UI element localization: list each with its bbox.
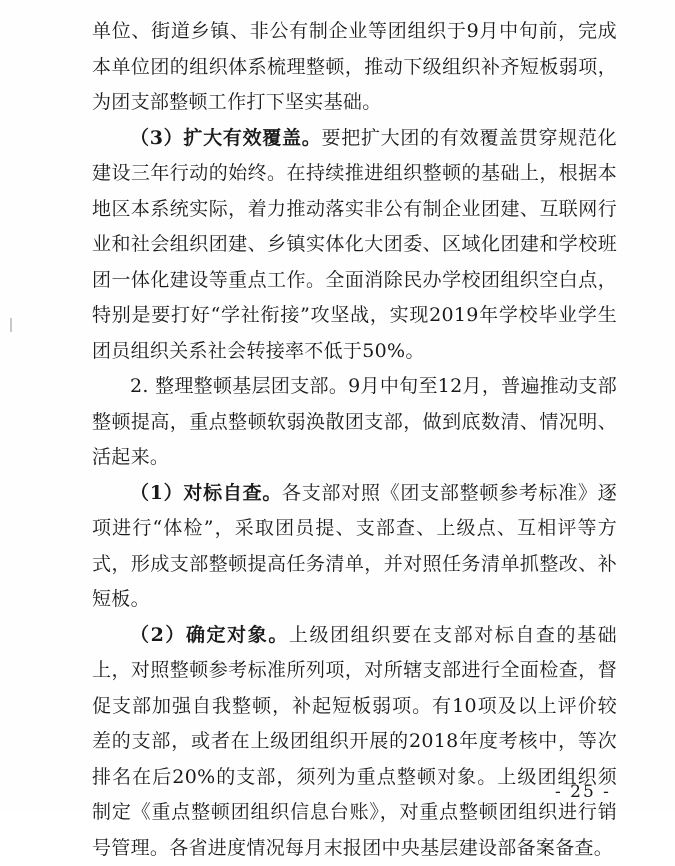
paragraph-expand-coverage bbox=[92, 121, 617, 370]
paragraph-body: 上级团组织要在支部对标自查的基础上，对照整顿参考标准所列项，对所辖支部进行全面检查，督促支部加强自我整顿，补起短板弱项。有10项及以上评价较差的支部，或者在上级团组织开展的2018年度考核中，等次排名在后20%的支部，须列为重点整顿对象。上级团组织须制定《重点整顿团组织信息台账》，对重点整顿团组织进行销号管理。各省进度情况每月末报团中央基层建设部备案备查。 bbox=[92, 624, 617, 859]
paragraph-heading: （1）对标自查。 bbox=[130, 482, 282, 504]
paragraph-self-check bbox=[92, 476, 617, 618]
body-text bbox=[92, 14, 617, 866]
paragraph-body: 各支部对照《团支部整顿参考标准》逐项进行“体检”，采取团员提、支部查、上级点、互相评等方式，形成支部整顿提高任务清单，并对照任务清单抓整改、补短板。 bbox=[92, 482, 617, 611]
page-number: - 25 - bbox=[555, 782, 611, 802]
paragraph-section-2: 2. 整理整顿基层团支部。9月中旬至12月，普遍推动支部整顿提高，重点整顿软弱涣散团支部，做到底数清、情况明、活起来。 bbox=[92, 369, 617, 476]
paragraph-heading: （2）确定对象。 bbox=[130, 624, 289, 646]
paragraph-heading: （3）扩大有效覆盖。 bbox=[130, 127, 322, 149]
scan-artifact bbox=[10, 318, 12, 332]
paragraph-body: 要把扩大团的有效覆盖贯穿规范化建设三年行动的始终。在持续推进组织整顿的基础上，根据本地区本系统实际，着力推动落实非公有制企业团建、互联网行业和社会组织团建、乡镇实体化大团委、区域化团建和学校班团一体化建设等重点工作。全面消除民办学校团组织空白点，特别是要打好“学社衔接”攻坚战，实现2019年学校毕业学生团员组织关系社会转接率不低于50%。 bbox=[92, 127, 617, 362]
paragraph-determine-targets bbox=[92, 618, 617, 866]
paragraph-continuation: 单位、街道乡镇、非公有制企业等团组织于9月中旬前，完成本单位团的组织体系梳理整顿，推动下级组织补齐短板弱项，为团支部整顿工作打下坚实基础。 bbox=[92, 14, 617, 121]
